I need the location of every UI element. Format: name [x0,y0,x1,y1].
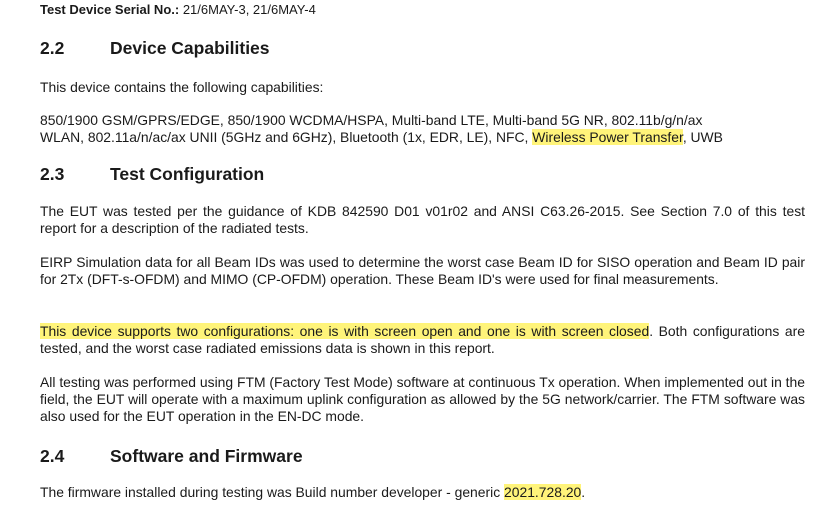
highlight-firmware-version: 2021.728.20 [504,484,582,500]
section-number: 2.4 [40,446,65,466]
test-config-paragraph-3-rest: . Both configurations are tested, and the worst case radiated emissions data is shown in this report. [40,323,806,356]
serial-value: 21/6MAY-3, 21/6MAY-4 [179,2,316,17]
capabilities-line-1: 850/1900 GSM/GPRS/EDGE, 850/1900 WCDMA/HSPA, Multi-band LTE, Multi-band 5G NR, 802.11b/g/n/ax [40,112,703,128]
serial-line [40,2,805,17]
section-title: Software and Firmware [110,446,303,466]
heading-device-capabilities [40,38,805,59]
test-config-paragraph-2: EIRP Simulation data for all Beam IDs was used to determine the worst case Beam ID for SISO operation and Beam ID pair for 2Tx (DFT-s-OFDM) and MIMO (CP-OFDM) operation. These Beam ID's were used for final measurements. [40,254,805,287]
serial-label: Test Device Serial No.: [40,2,180,17]
heading-software-firmware [40,446,805,467]
section-title: Device Capabilities [110,38,270,58]
section-number: 2.3 [40,164,65,184]
highlight-configurations: This device supports two configurations: one is with screen open and one is with screen closed [40,323,650,339]
highlight-wireless-power: Wireless Power Transfer [532,129,683,145]
firmware-paragraph [40,484,805,501]
section-number: 2.2 [40,38,65,58]
test-config-paragraph-4: All testing was performed using FTM (Factory Test Mode) software at continuous Tx operation. When implemented out in the field, the EUT will operate with a maximum uplink configuration as allowed by the 5G network/carrier. The FTM software was also used for the EUT operation in the EN-DC mode. [40,374,805,424]
test-config-paragraph-3 [40,323,805,357]
capabilities-list [40,112,805,146]
firmware-text: The firmware installed during testing was Build number developer - generic [40,484,505,500]
firmware-end: . [581,484,586,500]
test-config-paragraph-1: The EUT was tested per the guidance of KDB 842590 D01 v01r02 and ANSI C63.26-2015. See Section 7.0 of this test report for a description of the radiated tests. [40,203,805,236]
capabilities-text: WLAN, 802.11a/n/ac/ax UNII (5GHz and 6GHz), Bluetooth (1x, EDR, LE), NFC, [40,129,533,145]
capabilities-intro: This device contains the following capabilities: [40,79,324,95]
capabilities-line-2 [40,129,805,146]
heading-test-configuration [40,164,805,185]
capabilities-text-end: , UWB [682,129,723,145]
section-title: Test Configuration [110,164,265,184]
